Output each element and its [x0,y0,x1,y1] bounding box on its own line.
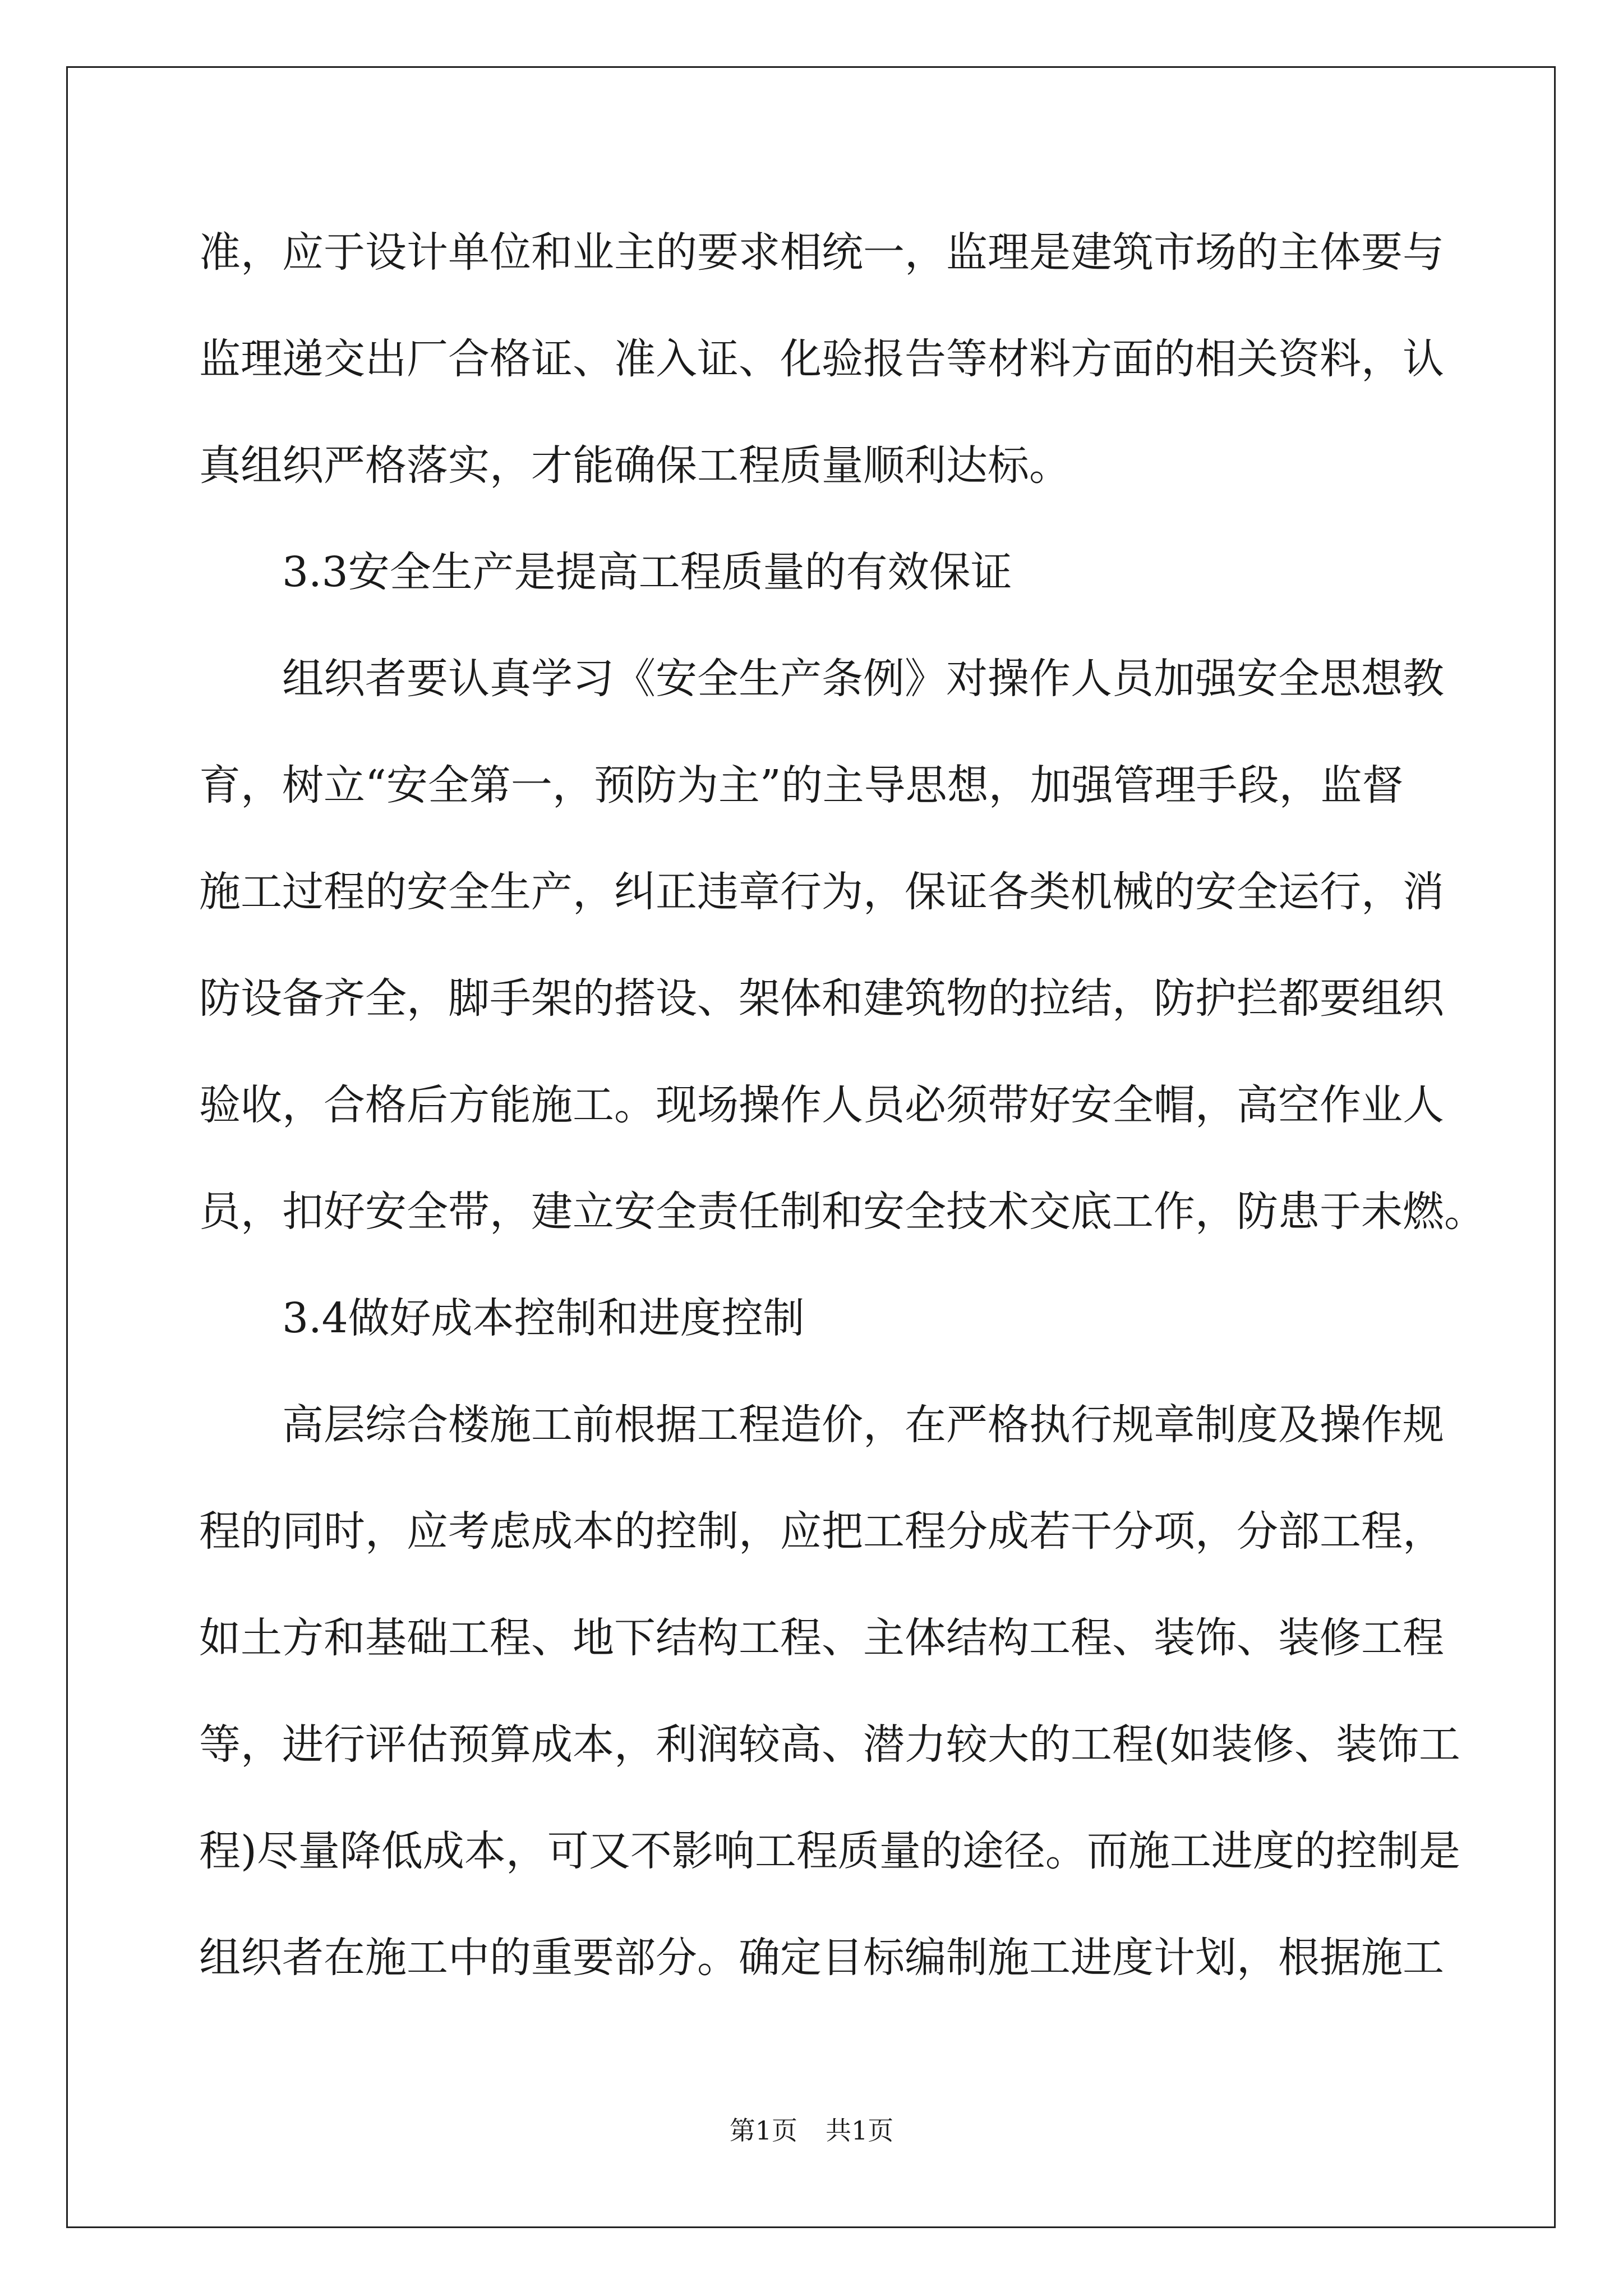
text-line: 准，应于设计单位和业主的要求相统一，监理是建筑市场的主体要与 [199,228,1444,277]
text-line: 员，扣好安全带，建立安全责任制和安全技术交底工作，防患于未燃。 [199,1188,1486,1236]
document-body [199,222,1486,2033]
text-line: 组织者要认真学习《安全生产条例》对操作人员加强安全思想教 [282,655,1444,703]
text-line: 组织者在施工中的重要部分。确定目标编制施工进度计划，根据施工 [199,1934,1444,1982]
text-line: 验收，合格后方能施工。现场操作人员必须带好安全帽，高空作业人 [199,1081,1444,1129]
text-line: 育，树立“安全第一，预防为主”的主导思想，加强管理手段，监督 [199,761,1404,809]
text-line: 真组织严格落实，才能确保工程质量顺利达标。 [199,441,1071,490]
text-line: 如土方和基础工程、地下结构工程、主体结构工程、装饰、装修工程 [199,1614,1444,1662]
text-line: 程)尽量降低成本，可又不影响工程质量的途径。而施工进度的控制是 [199,1827,1460,1875]
text-line: 施工过程的安全生产，纠正违章行为，保证各类机械的安全运行，消 [199,868,1444,916]
page-number: 第1页 [729,2115,797,2146]
text-line: 等，进行评估预算成本，利润较高、潜力较大的工程(如装修、装饰工 [199,1720,1460,1769]
text-line: 防设备齐全，脚手架的搭设、架体和建筑物的拉结，防护拦都要组织 [199,974,1444,1023]
text-line: 高层综合楼施工前根据工程造价，在严格执行规章制度及操作规 [282,1401,1444,1449]
section-heading: 3.4做好成本控制和进度控制 [282,1294,805,1342]
page-total: 共1页 [826,2115,894,2146]
text-line: 程的同时，应考虑成本的控制，应把工程分成若干分项，分部工程， [199,1507,1444,1556]
text-line: 监理递交出厂合格证、准入证、化验报告等材料方面的相关资料，认 [199,335,1444,383]
page-footer [0,2114,1623,2147]
section-heading: 3.3安全生产是提高工程质量的有效保证 [282,548,1012,596]
